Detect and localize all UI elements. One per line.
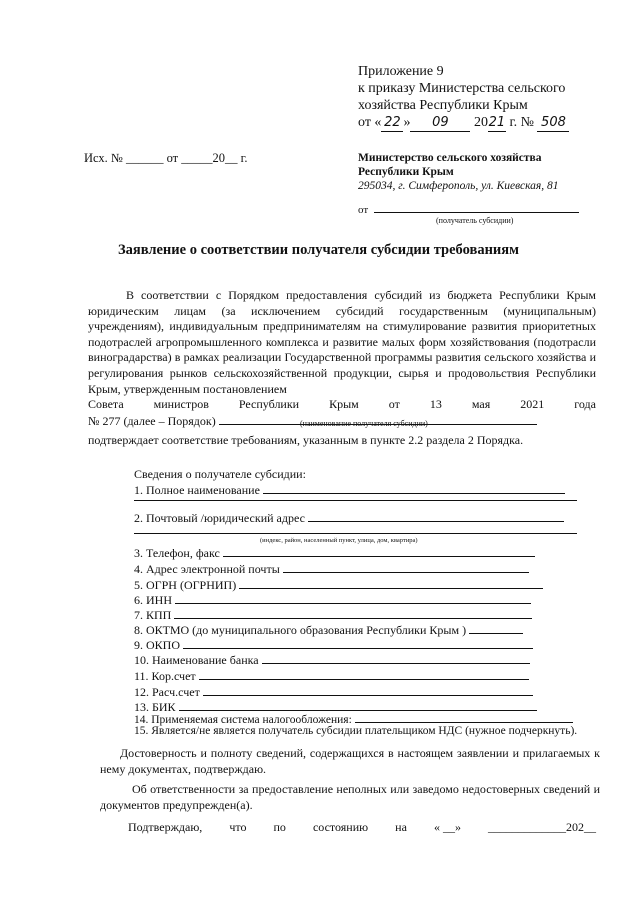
- spread-word: года: [574, 397, 596, 412]
- rasch-row: [134, 684, 533, 700]
- kpp-field[interactable]: [174, 607, 532, 619]
- handwritten-year: 21: [488, 115, 506, 130]
- ogrn-row: [134, 577, 543, 593]
- spread-line: [88, 397, 596, 413]
- status-confirmation-line: [128, 820, 596, 835]
- phone-label: 3. Телефон, факс: [134, 546, 220, 560]
- appendix-header: [358, 63, 569, 132]
- date-prefix: от «: [358, 115, 382, 130]
- main-paragraph-text: В соответствии с Порядком предоставления субсидий из бюджета Республики Крым юридическим лицам (за исключением субсидий государственным (муниципальным) учреждениям), индивидуальным предпринимателям на стимулирование развития приоритетных подотраслей агропромышленного комплекса и развитие малых форм хозяйствования (подотрасли виноградарства) в рамках реализации Государственной программы развития сельского хозяйства и регулирования рынков сельскохозяйственной продукции, сырья и продовольствия Республики Крым, утвержденным постановлением: [88, 288, 596, 396]
- email-field[interactable]: [283, 561, 529, 573]
- spread-word: от: [388, 397, 400, 412]
- phone-field[interactable]: [223, 545, 535, 557]
- full-name-extra-line[interactable]: [134, 500, 577, 501]
- okpo-field[interactable]: [183, 637, 533, 649]
- handwritten-day: 22: [381, 114, 403, 132]
- email-row: [134, 561, 529, 577]
- confirm-word: по: [273, 820, 286, 834]
- confirm-word: состоянию: [312, 820, 369, 834]
- bik-field[interactable]: [179, 699, 537, 711]
- full-name-field[interactable]: [263, 482, 565, 494]
- order-ref: № 277 (далее – Порядок): [88, 413, 216, 428]
- spread-word: мая: [471, 397, 491, 412]
- document-title: Заявление о соответствии получателя субсидии требованиям: [117, 242, 520, 258]
- info-heading: Сведения о получателе субсидии:: [134, 467, 306, 481]
- confirm-date-rest[interactable]: _____________202__: [488, 820, 596, 834]
- from-line[interactable]: [374, 212, 579, 213]
- address-caption: (индекс, район, населенный пункт, улица, дом, квартира): [260, 537, 418, 544]
- addressee-line2: Республики Крым: [358, 166, 454, 178]
- oktmo-field[interactable]: [469, 622, 523, 634]
- confirm-word: что: [229, 820, 247, 834]
- recipient-caption: (получатель субсидии): [436, 216, 514, 225]
- address-extra-line[interactable]: [134, 533, 577, 534]
- confirm-word: на: [395, 820, 407, 834]
- outgoing-number: Исх. № ______ от _____20__ г.: [84, 151, 248, 165]
- kpp-row: [134, 607, 532, 623]
- reliability-statement: Достоверность и полноту сведений, содержащихся в настоящем заявлении и прилагаемых к нему документах, подтверждаю.: [100, 746, 600, 776]
- address-field[interactable]: [308, 510, 564, 522]
- spread-word: Совета: [88, 397, 124, 412]
- main-paragraph: [88, 288, 596, 429]
- kpp-label: 7. КПП: [134, 608, 172, 622]
- full-name-label: 1. Полное наименование: [134, 483, 260, 497]
- confirm-date-day[interactable]: « __»: [433, 820, 461, 834]
- handwritten-number: 508: [537, 114, 569, 132]
- appendix-date-line: [358, 114, 569, 132]
- bank-field[interactable]: [262, 652, 530, 664]
- compliance-confirmation: подтверждает соответствие требованиям, указанным в пункте 2.2 раздела 2 Порядка.: [88, 433, 524, 447]
- kor-label: 11. Кор.счет: [134, 669, 196, 683]
- appendix-ministry-line: хозяйства Республики Крым: [358, 98, 528, 113]
- full-name-row: [134, 482, 565, 498]
- ogrn-label: 5. ОГРН (ОГРНИП): [134, 578, 237, 592]
- address-label: 2. Почтовый /юридический адрес: [134, 511, 305, 525]
- responsibility-statement: Об ответственности за предоставление неполных или заведомо недостоверных сведений и документов предупрежден(а).: [100, 782, 600, 812]
- spread-word: Республики: [238, 397, 300, 412]
- spread-word: министров: [153, 397, 209, 412]
- spread-word: 13: [429, 397, 442, 412]
- inn-field[interactable]: [175, 592, 531, 604]
- tax-row: [134, 711, 573, 726]
- appendix-order-line: к приказу Министерства сельского: [358, 81, 566, 96]
- spread-word: Крым: [329, 397, 359, 412]
- oktmo-row: [134, 622, 523, 638]
- date-sep: »: [403, 115, 411, 130]
- oktmo-label: 8. ОКТМО (до муниципального образования Республики Крым ): [134, 623, 467, 637]
- from-label: от: [358, 204, 369, 216]
- address-row: [134, 510, 564, 526]
- bank-row: [134, 652, 530, 668]
- spread-word: 2021: [520, 397, 545, 412]
- email-label: 4. Адрес электронной почты: [134, 562, 280, 576]
- subsidy-recipient-caption: (наименование получателя субсидии): [300, 419, 428, 428]
- vat-row: [134, 725, 577, 737]
- bik-label: 13. БИК: [134, 700, 176, 714]
- phone-row: [134, 545, 535, 561]
- number-prefix: г. №: [509, 115, 534, 130]
- ogrn-field[interactable]: [239, 577, 543, 589]
- okpo-label: 9. ОКПО: [134, 638, 181, 652]
- vat-label: 15. Является/не является получатель субсидии плательщиком НДС (нужное подчеркнуть).: [134, 725, 578, 737]
- tax-field[interactable]: [355, 711, 573, 723]
- inn-row: [134, 592, 531, 608]
- from-field[interactable]: [358, 204, 579, 216]
- handwritten-month: 09: [410, 114, 470, 132]
- closing-block: [100, 746, 600, 813]
- addressee-block: [358, 151, 559, 193]
- rasch-label: 12. Расч.счет: [134, 685, 200, 699]
- bank-label: 10. Наименование банка: [134, 653, 259, 667]
- appendix-title: Приложение 9: [358, 64, 444, 79]
- kor-field[interactable]: [199, 668, 529, 680]
- addressee-address: 295034, г. Симферополь, ул. Киевская, 81: [358, 180, 559, 192]
- rasch-field[interactable]: [203, 684, 533, 696]
- okpo-row: [134, 637, 533, 653]
- tax-label: 14. Применяемая система налогообложения:: [134, 714, 352, 726]
- kor-row: [134, 668, 529, 684]
- confirm-word: Подтверждаю,: [128, 820, 203, 834]
- inn-label: 6. ИНН: [134, 593, 172, 607]
- addressee-line1: Министерство сельского хозяйства: [358, 152, 542, 164]
- year-prefix: 20: [473, 115, 488, 130]
